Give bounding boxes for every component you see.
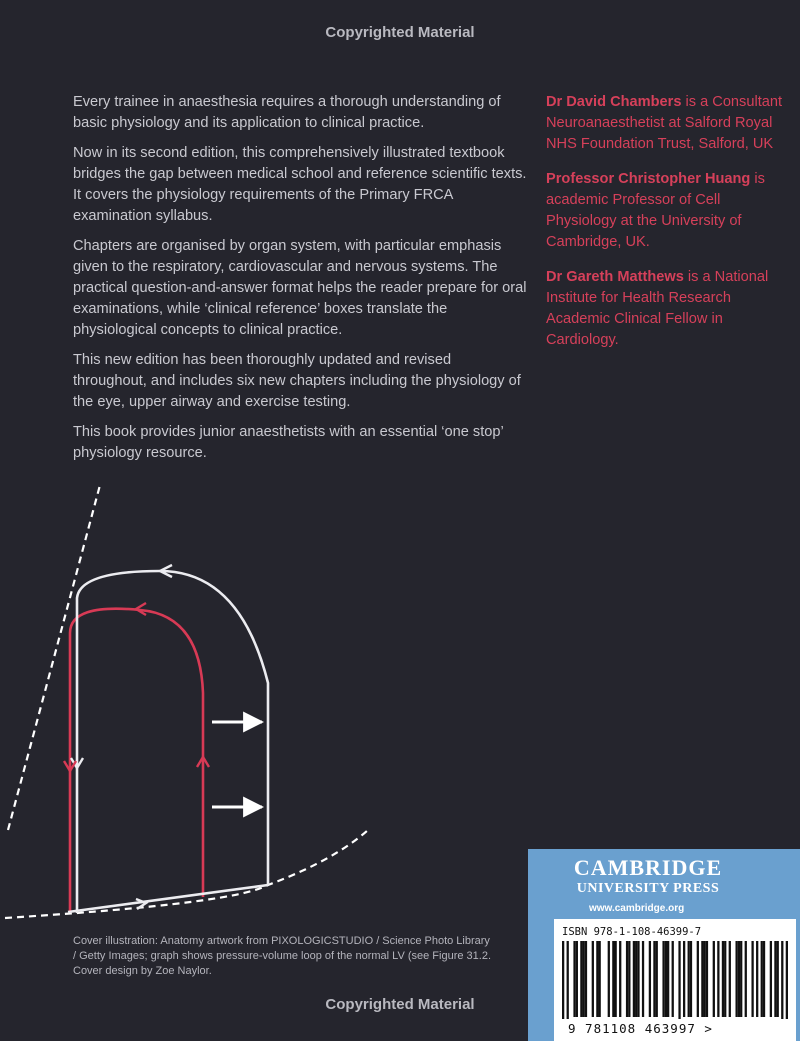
description-paragraph: Now in its second edition, this comprehensively illustrated textbook bridges the gap between medical school and reference scientific texts. It covers the physiology requirements of the Primary FRCA examination syllabus.	[73, 145, 527, 224]
cover-credit-caption: Cover illustration: Anatomy artwork from PIXOLOGICSTUDIO / Science Photo Library / Getty Images; graph shows pressure-volume loop of the normal LV (see Figure 31.2. Cover design by Zoe Naylor.	[73, 935, 491, 977]
isbn-label: ISBN 978-1-108-46399-7	[562, 926, 702, 938]
author-biographies	[546, 92, 786, 365]
description-paragraph: Every trainee in anaesthesia requires a thorough understanding of basic physiology and its application to clinical practice.	[73, 94, 501, 131]
pressure-volume-loop-illustration	[0, 475, 400, 925]
author-bio	[546, 92, 786, 155]
author-bio	[546, 169, 786, 253]
publisher-subtitle: UNIVERSITY PRESS	[576, 881, 720, 896]
author-name: Professor Christopher Huang	[546, 171, 751, 187]
end-diastolic-pressure-curve	[5, 830, 368, 918]
copyright-watermark-top: Copyrighted Material	[325, 24, 475, 41]
end-systolic-pressure-line	[8, 485, 100, 830]
description-paragraph: Chapters are organised by organ system, with particular emphasis given to the respiratory, cardiovascular and nervous systems. The practical question-and-answer format helps the reader prepare for oral examinations, while ‘clinical reference’ boxes translate the physiological concepts to clinical practice.	[73, 238, 527, 338]
author-bio-text: is a Consultant Neuroanaesthetist at Salford Royal NHS Foundation Trust, Salford, UK	[546, 94, 783, 152]
book-description	[73, 92, 528, 473]
barcode-digits: 9 781108 463997 >	[568, 1021, 713, 1036]
publisher-name: CAMBRIDGE	[573, 855, 723, 880]
author-bio	[546, 267, 786, 351]
filling-line	[68, 885, 268, 912]
barcode-panel	[554, 919, 796, 1041]
description-paragraph: This new edition has been thoroughly updated and revised throughout, and includes six new chapters including the physiology of the eye, upper airway and exercise testing.	[73, 352, 521, 410]
author-name: Dr Gareth Matthews	[546, 269, 684, 285]
white-pv-loop	[77, 571, 268, 913]
red-pv-loop	[70, 609, 203, 913]
publisher-url: www.cambridge.org	[589, 903, 685, 914]
author-name: Dr David Chambers	[546, 94, 682, 110]
description-paragraph: This book provides junior anaesthetists with an essential ‘one stop’ physiology resource.	[73, 424, 504, 461]
author-bio-text: is a National Institute for Health Research Academic Clinical Fellow in Cardiology.	[546, 269, 769, 348]
copyright-watermark-bottom: Copyrighted Material	[325, 996, 475, 1013]
author-bio-text: is academic Professor of Cell Physiology at the University of Cambridge, UK.	[546, 171, 765, 250]
